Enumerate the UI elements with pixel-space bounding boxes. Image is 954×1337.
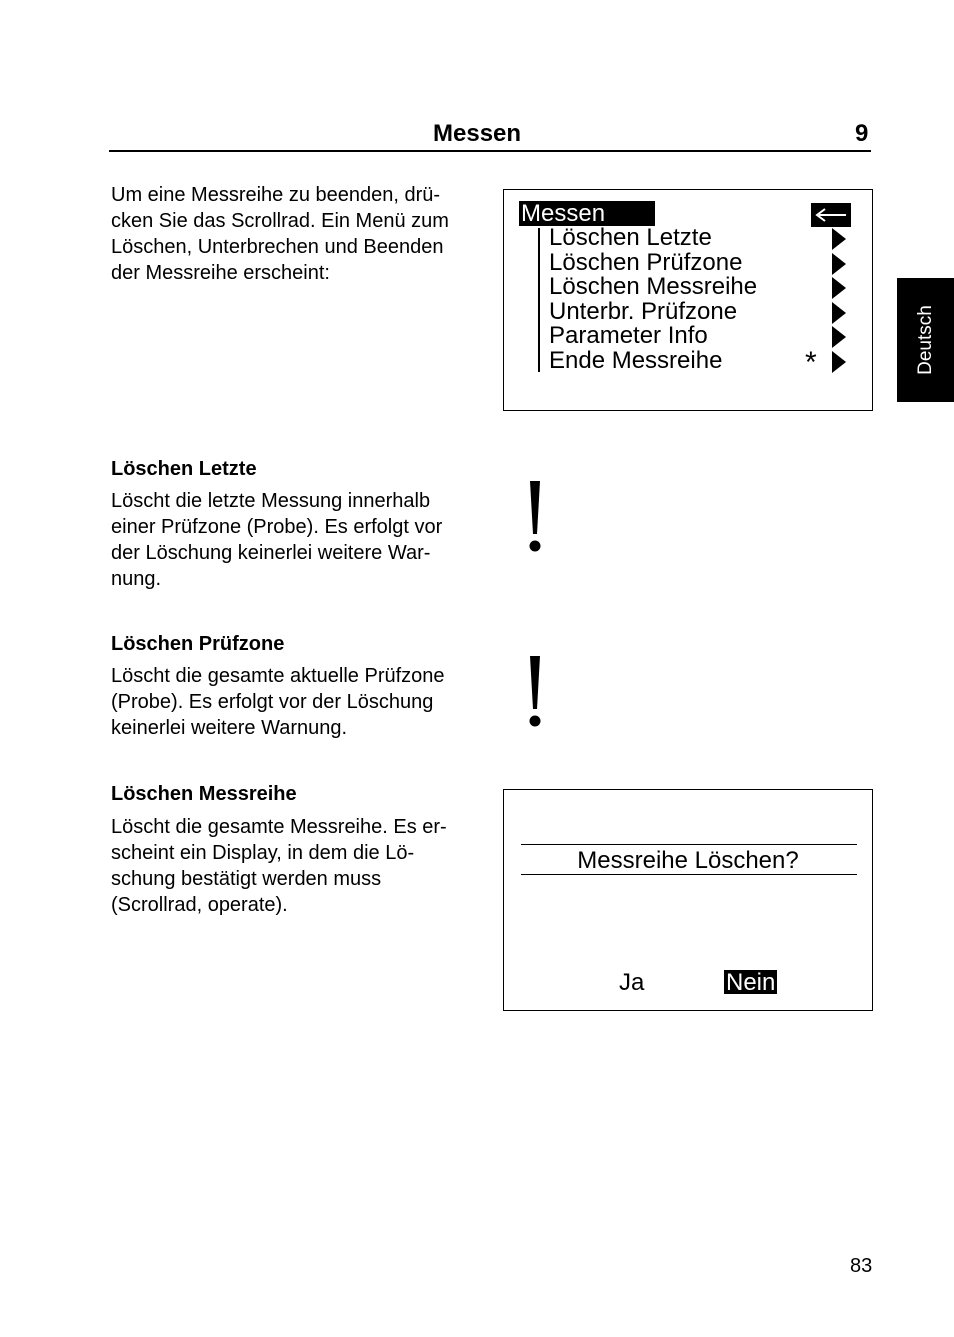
confirm-divider-bottom (521, 874, 857, 875)
current-marker: * (805, 346, 817, 379)
text-line: der Löschung keinerlei weitere War- (111, 542, 431, 564)
triangle-right-icon (830, 276, 848, 300)
menu-display-title: Messen (519, 201, 655, 226)
warning-exclamation-icon (525, 651, 545, 729)
section-heading-loeschen-messreihe: Löschen Messreihe (111, 783, 297, 805)
section-heading-loeschen-pruefzone: Löschen Prüfzone (111, 633, 285, 655)
section-text-loeschen-pruefzone (111, 663, 491, 741)
text-line: Löscht die gesamte aktuelle Prüfzone (111, 665, 445, 687)
text-line: (Probe). Es erfolgt vor der Löschung (111, 691, 434, 713)
text-line: Löscht die letzte Messung innerhalb (111, 490, 431, 512)
intro-paragraph (111, 182, 491, 286)
section-text-loeschen-letzte (111, 488, 491, 592)
triangle-right-icon (830, 350, 848, 374)
text-line: einer Prüfzone (Probe). Es erfolgt vor (111, 516, 443, 538)
menu-display (503, 189, 873, 411)
intro-line: cken Sie das Scrollrad. Ein Menü zum (111, 210, 449, 232)
menu-item-loeschen-messreihe: Löschen Messreihe (549, 273, 758, 300)
text-line: (Scrollrad, operate). (111, 894, 288, 916)
confirm-yes-option: Ja (619, 969, 645, 996)
menu-item-unterbr-pruefzone: Unterbr. Prüfzone (549, 298, 738, 325)
left-arrow-icon (811, 203, 851, 227)
menu-item-ende-messreihe: Ende Messreihe (549, 347, 723, 374)
menu-indent-bar (538, 228, 540, 372)
chapter-number: 9 (855, 120, 869, 147)
section-heading-loeschen-letzte: Löschen Letzte (111, 458, 257, 480)
text-line: Löscht die gesamte Messreihe. Es er- (111, 816, 447, 838)
warning-exclamation-icon (525, 476, 545, 554)
menu-item-loeschen-letzte: Löschen Letzte (549, 224, 712, 251)
text-line: schung bestätigt werden muss (111, 868, 382, 890)
triangle-right-icon (830, 252, 848, 276)
confirm-divider-top (521, 844, 857, 845)
triangle-right-icon (830, 325, 848, 349)
confirm-display (503, 789, 873, 1011)
confirm-no-option-selected: Nein (726, 969, 776, 996)
intro-line: Löschen, Unterbrechen und Beenden (111, 236, 444, 258)
triangle-right-icon (830, 301, 848, 325)
text-line: nung. (111, 568, 162, 590)
confirm-question: Messreihe Löschen? (577, 847, 799, 874)
header-divider (109, 150, 871, 152)
section-text-loeschen-messreihe (111, 814, 491, 918)
triangle-right-icon (830, 227, 848, 251)
text-line: keinerlei weitere Warnung. (111, 717, 348, 739)
page-number: 83 (850, 1255, 873, 1277)
page-title: Messen (433, 120, 522, 147)
language-tab-label: Deutsch (914, 305, 936, 375)
menu-item-parameter-info: Parameter Info (549, 322, 708, 349)
menu-item-loeschen-pruefzone: Löschen Prüfzone (549, 249, 743, 276)
language-tab (897, 278, 954, 402)
intro-line: der Messreihe erscheint: (111, 262, 330, 284)
intro-line: Um eine Messreihe zu beenden, drü- (111, 184, 441, 206)
text-line: scheint ein Display, in dem die Lö- (111, 842, 415, 864)
